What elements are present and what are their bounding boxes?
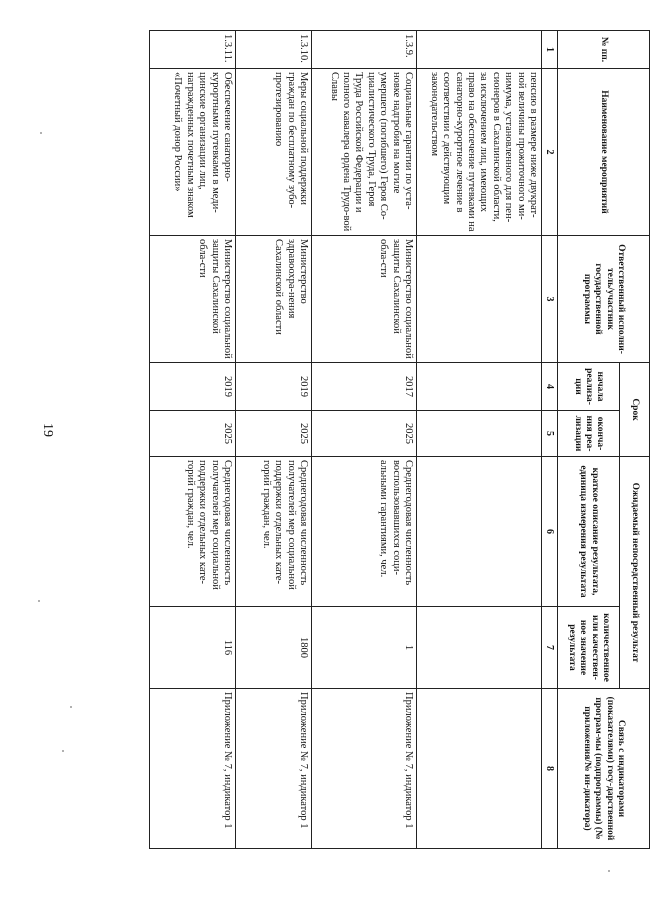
- row-end: 2025: [312, 411, 417, 457]
- header-result: Ожидаемый непосредственный результат: [620, 457, 650, 689]
- header-term-start: начала реализа-ции: [558, 363, 620, 411]
- row-start: 2019: [150, 363, 236, 411]
- row-responsible: Министерство здравоохра-нения Сахалинской области: [236, 236, 312, 363]
- header-link: Связь с индикаторами (показателями) госу-дарственной програм-мы (подпрограммы) (№ приложения/№ ин-дикатора): [558, 689, 650, 849]
- row-value: [417, 607, 542, 689]
- row-desc: Среднегодовая численность получателей мер социальной поддержки отдельных кате-горий граждан, чел.: [150, 457, 236, 607]
- measures-table: [149, 30, 650, 849]
- row-start: 2017: [312, 363, 417, 411]
- table-row: [150, 31, 236, 849]
- scan-speck: [608, 870, 610, 872]
- row-start: 2019: [236, 363, 312, 411]
- table-row: [312, 31, 417, 849]
- row-name: Меры социальной поддержки граждан по бесплатному зубо-протезированию: [236, 69, 312, 236]
- header-term-end: оконча-ния реа-лизации: [558, 411, 620, 457]
- header-responsible: Ответственный исполни-тель/участник государственной программы: [558, 236, 650, 363]
- table-row: [417, 31, 542, 849]
- header-term: Срок: [620, 363, 650, 457]
- row-value: 116: [150, 607, 236, 689]
- row-num: 1.3.9.: [312, 31, 417, 69]
- row-value: 1800: [236, 607, 312, 689]
- row-link: Приложение № 7, индикатор 1: [150, 689, 236, 849]
- scan-speck: [62, 750, 64, 752]
- row-responsible: Министерство социальной защиты Сахалинской обла-сти: [150, 236, 236, 363]
- column-number: 4: [542, 363, 558, 411]
- row-num: 1.3.10.: [236, 31, 312, 69]
- row-desc: [417, 457, 542, 607]
- column-number: 5: [542, 411, 558, 457]
- header-result-desc: краткое описание результата, единица измерения результата: [558, 457, 620, 607]
- row-num: 1.3.11.: [150, 31, 236, 69]
- row-value: 1: [312, 607, 417, 689]
- row-desc: Среднегодовая численность воспользовавшихся соци-альными гарантиями, чел.: [312, 457, 417, 607]
- rotated-table-area: [100, 30, 650, 848]
- column-number: 8: [542, 689, 558, 849]
- column-number: 2: [542, 69, 558, 236]
- row-num: [417, 31, 542, 69]
- row-name: пенсию в размере ниже двукрат-ной величины прожиточного ми-нимума, установленного для пен-сионеров в Сахалинской области, за исключением лиц, имеющих право на обеспечение путевками на санаторно-курортное лечение в соответствии с действующим законодательством: [417, 69, 542, 236]
- row-link: Приложение № 7, индикатор 1: [236, 689, 312, 849]
- scan-speck: [70, 706, 72, 708]
- header-result-value: количественное или качествен-ное значение результата: [558, 607, 620, 689]
- row-link: [417, 689, 542, 849]
- scan-speck: [38, 600, 40, 602]
- row-end: 2025: [150, 411, 236, 457]
- column-number: 1: [542, 31, 558, 69]
- row-responsible: Министерство социальной защиты Сахалинской обла-сти: [312, 236, 417, 363]
- column-number: 7: [542, 607, 558, 689]
- row-link: Приложение № 7, индикатор 1: [312, 689, 417, 849]
- row-end: [417, 411, 542, 457]
- header-name: Наименование мероприятий: [558, 69, 650, 236]
- row-start: [417, 363, 542, 411]
- scan-speck: [40, 132, 42, 134]
- column-number: 3: [542, 236, 558, 363]
- row-end: 2025: [236, 411, 312, 457]
- column-number: 6: [542, 457, 558, 607]
- header-num: № пп.: [558, 31, 650, 69]
- page-number: 19: [40, 423, 55, 437]
- row-name: Обеспечение санаторно-курортными путевками в меди-цинские организации лиц, награжденных почетным знаком «Почетный донор России»: [150, 69, 236, 236]
- table-container: [100, 30, 650, 848]
- row-desc: Среднегодовая численность получателей мер социальной поддержки отдельных кате-горий граждан, чел.: [236, 457, 312, 607]
- row-name: Социальные гарантии по уста-новке надгробия на могиле умершего (погибшего) Героя Со-циалистического Труда, Героя Труда Российской Федерации и полного кавалера ордена Трудо-вой Славы: [312, 69, 417, 236]
- row-responsible: [417, 236, 542, 363]
- table-row: [236, 31, 312, 849]
